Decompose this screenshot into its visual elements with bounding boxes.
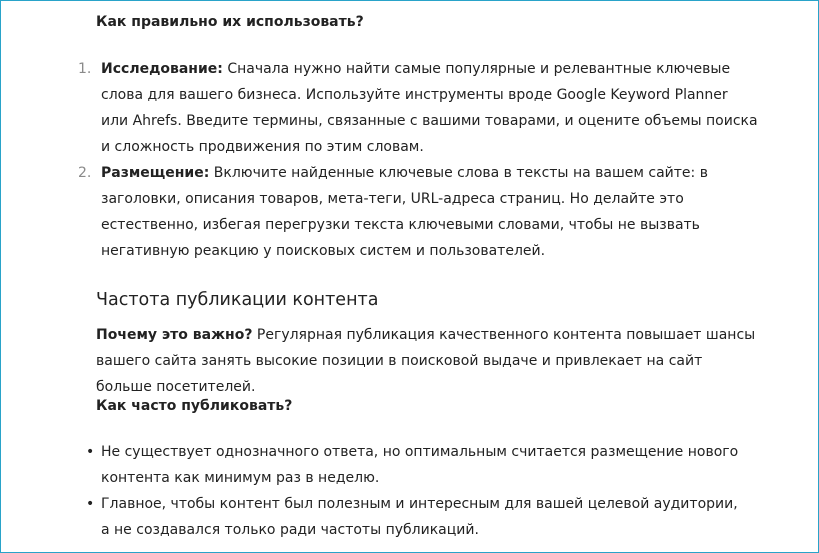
section-heading-publishing-frequency: Частота публикации контента	[96, 290, 379, 310]
bullet-icon: •	[86, 496, 95, 512]
list-item-text: Главное, чтобы контент был полезным и интересным для вашей целевой аудитории, а не создавался только ради частоты публикаций.	[101, 496, 738, 538]
intro-paragraph	[96, 322, 756, 400]
list-item	[86, 439, 746, 491]
intro-label: Почему это важно?	[96, 327, 253, 343]
intro-text: Регулярная публикация качественного контента повышает шансы вашего сайта занять высокие позиции в поисковой выдаче и привлекает на сайт больше посетителей.	[96, 327, 756, 395]
list-number: 2.	[78, 165, 92, 181]
subheading-how-to-use: Как правильно их использовать?	[96, 14, 364, 30]
list-item	[78, 56, 758, 160]
list-item-label: Размещение:	[101, 165, 210, 181]
list-item-body	[101, 56, 758, 160]
list-item-text: Сначала нужно найти самые популярные и релевантные ключевые слова для вашего бизнеса. Используйте инструменты вроде Google Keyword Planner или Ahrefs. Введите термины, связанные с вашими товарами, и оцените объемы поиска и сложность продвижения по этим словам.	[101, 61, 758, 155]
bullet-list	[86, 439, 746, 543]
list-item-label: Исследование:	[101, 61, 223, 77]
ordered-list	[78, 56, 758, 264]
bullet-icon: •	[86, 444, 95, 460]
list-item-body	[101, 160, 758, 264]
list-item	[78, 160, 758, 264]
list-number: 1.	[78, 61, 92, 77]
subheading-how-often: Как часто публиковать?	[96, 398, 293, 414]
list-item	[86, 491, 746, 543]
list-item-text: Включите найденные ключевые слова в тексты на вашем сайте: в заголовки, описания товаров, мета-теги, URL-адреса страниц. Но делайте это естественно, избегая перегрузки текста ключевыми словами, чтобы не вызвать негативную реакцию у поисковых систем и пользователей.	[101, 165, 708, 259]
list-item-text: Не существует однозначного ответа, но оптимальным считается размещение нового контента как минимум раз в неделю.	[101, 444, 739, 486]
